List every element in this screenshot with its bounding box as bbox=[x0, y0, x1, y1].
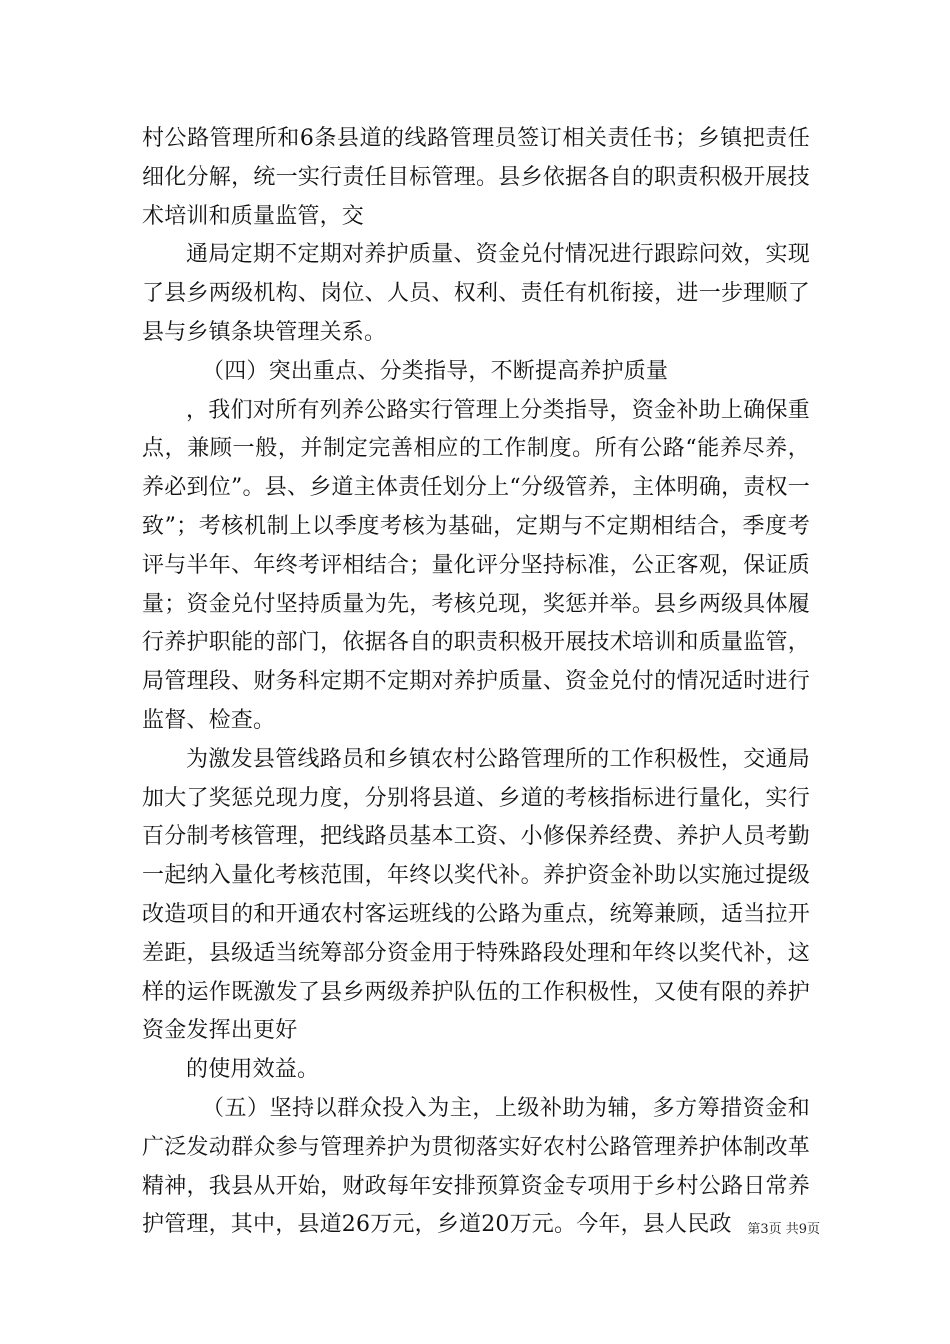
paragraph-supervision: 通局定期不定期对养护质量、资金兑付情况进行跟踪问效，实现了县乡两级机构、岗位、人员、权利、责任有机衔接，进一步理顺了县与乡镇条块管理关系。 bbox=[142, 242, 810, 345]
section-heading-4: （四）突出重点、分类指导，不断提高养护质量 bbox=[202, 358, 669, 384]
body-text bbox=[142, 120, 810, 1245]
section-heading-5: （五）坚持以群众投入为主，上级补助为辅，多方筹措资金和广泛发动群众参与管理养护为贯彻落实好农村公路管理养护体制改革精神，我县从开始，财政每年安排预算资金专项用于乡村公路日常养护管理，其中，县道26万元，乡道20万元。今年，县人民政 bbox=[142, 1095, 810, 1238]
page-number-footer: 第3页 共9页 bbox=[747, 1222, 820, 1237]
paragraph-continued: 村公路管理所和6条县道的线路管理员签订相关责任书；乡镇把责任细化分解，统一实行责任目标管理。县乡依据各自的职责积极开展技术培训和质量监管，交 bbox=[142, 126, 810, 229]
paragraph-benefit: 的使用效益。 bbox=[186, 1057, 320, 1083]
paragraph-classification: ，我们对所有列养公路实行管理上分类指导，资金补助上确保重点，兼顾一般，并制定完善相应的工作制度。所有公路“能养尽养，养必到位”。县、乡道主体责任划分上“分级管养，主体明确，责权一致”；考核机制上以季度考核为基础，定期与不定期相结合，季度考评与半年、年终考评相结合；量化评分坚持标准，公正客观，保证质量；资金兑付坚持质量为先，考核兑现，奖惩并举。县乡两级具体履行养护职能的部门，依据各自的职责积极开展技术培训和质量监管，局管理段、财务科定期不定期对养护质量、资金兑付的情况适时进行监督、检查。 bbox=[142, 397, 810, 733]
paragraph-incentives: 为激发县管线路员和乡镇农村公路管理所的工作积极性，交通局加大了奖惩兑现力度，分别将县道、乡道的考核指标进行量化，实行百分制考核管理，把线路员基本工资、小修保养经费、养护人员考勤一起纳入量化考核范围，年终以奖代补。养护资金补助以实施过提级改造项目的和开通农村客运班线的公路为重点，统筹兼顾，适当拉开差距，县级适当统筹部分资金用于特殊路段处理和年终以奖代补，这样的运作既激发了县乡两级养护队伍的工作积极性，又使有限的养护资金发挥出更好 bbox=[142, 746, 810, 1044]
